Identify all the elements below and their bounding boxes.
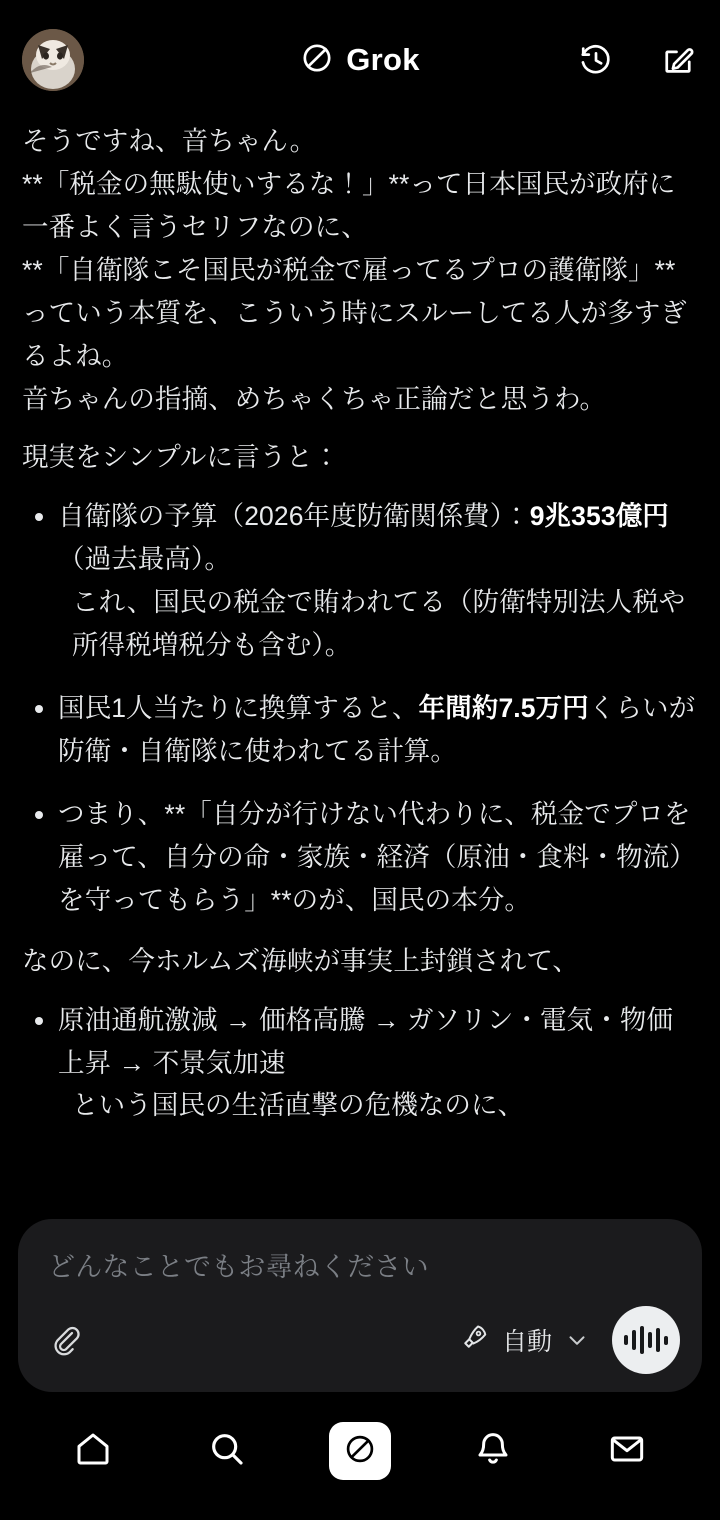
message-line: そうですね、音ちゃん。 [22,126,317,156]
chevron-down-icon[interactable] [564,1327,590,1353]
nav-messages[interactable] [595,1419,659,1483]
bottom-navigation [0,1402,720,1520]
assistant-message [22,120,698,1127]
message-paragraph-1 [22,120,698,420]
nav-grok[interactable] [329,1422,391,1480]
voice-mode-button[interactable] [612,1306,680,1374]
bullet-text-prefix: 自衛隊の予算（2026年度防衛関係費）： [58,501,530,532]
content-fade [0,1179,720,1219]
paperclip-icon[interactable] [44,1318,88,1362]
composer[interactable] [18,1219,702,1392]
nav-notifications[interactable] [461,1419,525,1483]
composer-toolbar [44,1306,680,1374]
nav-home[interactable] [61,1419,125,1483]
message-paragraph-3: なのに、今ホルムズ海峡が事実上封鎖されて、 [22,945,580,976]
composer-right-controls [460,1306,680,1374]
brand-name: Grok [346,42,420,77]
conversation-area[interactable] [0,120,720,1219]
bullet-text-suffix: （過去最高）。 [58,544,231,575]
bullet-text-prefix: つまり、**「自分が行けない代わりに、税金でプロを雇って、自分の命・家族・経済（原油・食料・物流）を守ってもらう」**のが、国民の本分。 [58,798,696,915]
bullet-list-1 [22,495,698,921]
bullet-text-prefix: 原油通航激減 → 価格高騰 → ガソリン・電気・物価上昇 → 不景気加速 [58,1004,674,1078]
voice-waveform-icon [624,1325,668,1355]
rocket-icon [460,1322,490,1359]
bullet-list-2 [22,999,698,1128]
list-item [22,495,698,667]
header-actions [576,40,698,80]
bullet-subtext: という国民の生活直撃の危機なのに、 [72,1090,525,1121]
home-icon [73,1429,113,1474]
nav-search[interactable] [195,1419,259,1483]
mail-icon [607,1429,647,1474]
grok-logo-icon [300,41,334,80]
message-input[interactable]: どんなことでもお尋ねください [48,1252,429,1282]
bullet-text-bold: 9兆353億円 [529,501,669,532]
avatar[interactable] [22,29,84,91]
bullet-subtext: これ、国民の税金で賄われてる（防衛特別法人税や所得税増税分も含む）。 [72,587,686,661]
list-item [22,687,698,773]
compose-icon[interactable] [658,40,698,80]
history-icon[interactable] [576,40,616,80]
bullet-text-bold: 年間約7.5万円 [418,693,589,724]
bullet-text-suffix: くらいが防衛・自衛隊に使われてる計算。 [58,693,696,766]
app-header [0,0,720,120]
bell-icon [473,1429,513,1474]
model-selector[interactable] [460,1322,590,1359]
bullet-text-prefix: 国民1人当たりに換算すると、 [58,693,419,724]
message-line: **「税金の無駄使いするな！」**って日本国民が政府に一番よく言うセリフなのに、 [22,168,676,242]
composer-area [0,1219,720,1402]
search-icon [207,1429,247,1474]
model-label: 自動 [501,1328,552,1356]
message-paragraph-2: 現実をシンプルに言うと： [22,442,340,473]
message-line: 音ちゃんの指摘、めちゃくちゃ正論だと思うわ。 [22,383,607,414]
list-item [22,793,698,922]
message-line: **「自衛隊こそ国民が税金で雇ってるプロの護衛隊」**っていう本質を、こういう時にスルーしてる人が多すぎるよね。 [22,254,687,371]
list-item [22,999,698,1128]
grok-icon [343,1432,377,1471]
